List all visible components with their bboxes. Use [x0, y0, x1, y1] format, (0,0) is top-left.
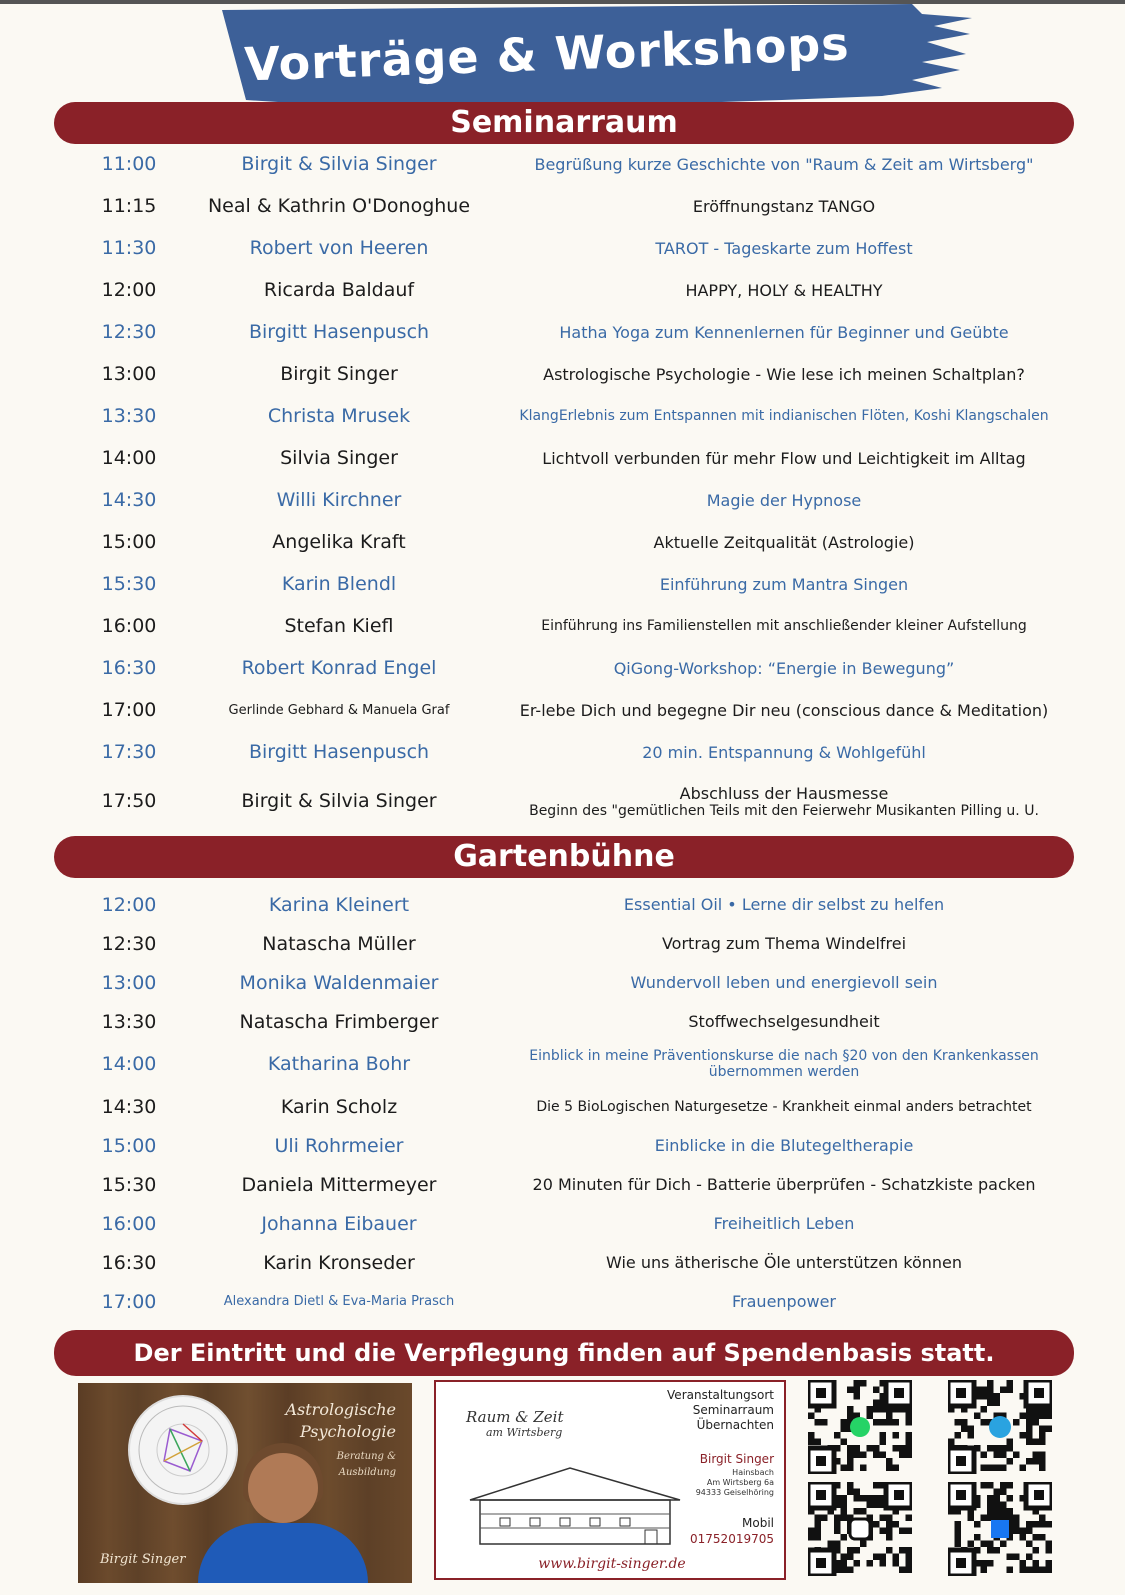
row-topic-text: Einführung zum Mantra Singen [659, 574, 909, 594]
row-speaker: Johanna Eibauer [261, 1212, 417, 1235]
schedule-row [54, 353, 1074, 395]
row-topic [494, 605, 1074, 647]
row-speaker: Birgit & Silvia Singer [241, 790, 437, 812]
row-topic [494, 963, 1074, 1002]
row-time: 15:30 [101, 573, 157, 595]
schedule-row [54, 1282, 1074, 1321]
row-topic [494, 689, 1074, 731]
horoscope-wheel-icon [128, 1395, 238, 1505]
row-topic-text: Vortrag zum Thema Windelfrei [661, 934, 907, 953]
contact-name: Birgit Singer [699, 1452, 774, 1466]
row-speaker: Uli Rohrmeier [274, 1134, 404, 1157]
row-topic-text: Eröffnungstanz TANGO [692, 196, 876, 216]
photo-signature: Birgit Singer [100, 1552, 186, 1567]
schedule-row [54, 1002, 1074, 1041]
facebook-qr-code[interactable] [948, 1482, 1052, 1576]
row-speaker: Katharina Bohr [267, 1053, 411, 1075]
row-topic-text: 20 Minuten für Dich - Batterie überprüfen - Schatzkiste packen [532, 1175, 1036, 1194]
schedule-row [54, 227, 1074, 269]
mobile-label: Mobil [742, 1516, 774, 1530]
row-topic-text: Die 5 BioLogischen Naturgesetze - Krankheit einmal anders betrachtet [536, 1098, 1032, 1115]
seminar-schedule [54, 143, 1074, 829]
row-speaker: Neal & Kathrin O'Donoghue [207, 195, 471, 217]
row-speaker: Ricarda Baldauf [263, 279, 415, 301]
row-time: 13:30 [101, 405, 157, 427]
telegram-qr-code[interactable] [948, 1380, 1052, 1474]
row-time: 17:30 [101, 741, 157, 763]
row-speaker: Alexandra Dietl & Eva-Maria Prasch [223, 1294, 455, 1309]
row-topic [494, 1204, 1074, 1243]
venue-labels: Veranstaltungsort Seminarraum Übernachten [667, 1388, 774, 1432]
row-speaker: Christa Mrusek [267, 405, 411, 427]
row-topic-text: Einblick in meine Präventionskurse die nach §20 von den Krankenkassen [529, 1048, 1039, 1064]
schedule-row [54, 563, 1074, 605]
seminarraum-heading: Seminarraum [54, 102, 1074, 144]
row-speaker: Gerlinde Gebhard & Manuela Graf [228, 702, 450, 718]
row-topic [494, 563, 1074, 605]
row-speaker: Birgit Singer [280, 363, 398, 385]
row-topic [494, 143, 1074, 185]
schedule-row [54, 605, 1074, 647]
row-time: 14:00 [101, 447, 157, 469]
row-topic-text: Astrologische Psychologie - Wie lese ich meinen Schaltplan? [543, 364, 1025, 384]
qr-icon [808, 1482, 912, 1576]
venue-logo-sub: am Wirtsberg [486, 1426, 563, 1439]
row-topic-text: TAROT - Tageskarte zum Hoffest [655, 238, 913, 258]
astrology-photo-card [78, 1383, 412, 1583]
schedule-row [54, 311, 1074, 353]
row-speaker: Birgitt Hasenpusch [248, 321, 430, 343]
donation-note: Der Eintritt und die Verpflegung finden auf Spendenbasis statt. [54, 1330, 1074, 1376]
row-topic-text: Hatha Yoga zum Kennenlernen für Beginner und Geübte [559, 322, 1009, 342]
row-time: 16:00 [101, 1212, 157, 1235]
schedule-row [54, 1041, 1074, 1087]
schedule-row [54, 479, 1074, 521]
row-time: 15:00 [101, 1134, 157, 1157]
row-topic-subtext: übernommen werden [708, 1064, 860, 1080]
row-time: 12:30 [101, 932, 157, 955]
row-topic-text: Stoffwechselgesundheit [688, 1012, 880, 1031]
row-topic [494, 437, 1074, 479]
venue-info-card [434, 1380, 786, 1580]
row-speaker: Birgitt Hasenpusch [248, 741, 430, 763]
schedule-row [54, 1165, 1074, 1204]
row-topic [494, 269, 1074, 311]
row-topic [494, 1087, 1074, 1126]
schedule-row [54, 1126, 1074, 1165]
row-topic [494, 773, 1074, 829]
row-time: 11:30 [101, 237, 157, 259]
row-topic-text: HAPPY, HOLY & HEALTHY [685, 280, 883, 300]
row-speaker: Karin Scholz [280, 1095, 398, 1118]
row-speaker: Natascha Frimberger [239, 1010, 439, 1033]
row-topic-text: Frauenpower [732, 1292, 836, 1311]
row-topic-text: Lichtvoll verbunden für mehr Flow und Leichtigkeit im Alltag [542, 448, 1026, 468]
row-time: 17:50 [101, 790, 157, 812]
row-topic-text: KlangErlebnis zum Entspannen mit indianischen Flöten, Koshi Klangschalen [519, 408, 1049, 424]
row-speaker: Angelika Kraft [272, 531, 406, 553]
schedule-row [54, 395, 1074, 437]
row-speaker: Silvia Singer [280, 447, 398, 469]
schedule-row [54, 647, 1074, 689]
row-topic-text: Magie der Hypnose [706, 490, 862, 510]
row-time: 16:00 [101, 615, 157, 637]
row-topic [494, 1282, 1074, 1321]
photo-subtitle: Beratung & Ausbildung [336, 1451, 396, 1478]
row-topic-text: QiGong-Workshop: “Energie in Bewegung” [613, 658, 955, 678]
row-topic-text: Begrüßung kurze Geschichte von "Raum & Zeit am Wirtsberg" [534, 154, 1034, 174]
row-topic [494, 311, 1074, 353]
row-topic [494, 924, 1074, 963]
row-topic-text: 20 min. Entspannung & Wohlgefühl [642, 742, 926, 762]
row-speaker: Birgit & Silvia Singer [241, 153, 437, 175]
whatsapp-qr-code[interactable] [808, 1380, 912, 1474]
farmhouse-drawing-icon [450, 1450, 690, 1550]
row-topic [494, 227, 1074, 269]
schedule-row [54, 185, 1074, 227]
qr-icon [808, 1380, 912, 1474]
row-speaker: Robert von Heeren [249, 237, 429, 259]
row-topic-subtext: Beginn des "gemütlichen Teils mit den Feierwehr Musikanten Pilling u. U. [529, 802, 1039, 819]
row-topic-text: Wie uns ätherische Öle unterstützen können [605, 1253, 963, 1272]
instagram-qr-code[interactable] [808, 1482, 912, 1576]
contact-address: Hainsbach Am Wirtsberg 6a 94333 Geiselhöring [695, 1468, 774, 1497]
schedule-row [54, 731, 1074, 773]
row-time: 14:30 [101, 489, 157, 511]
row-topic-text: Aktuelle Zeitqualität (Astrologie) [653, 532, 915, 552]
row-time: 12:30 [101, 321, 157, 343]
row-time: 17:00 [101, 699, 157, 721]
schedule-row [54, 521, 1074, 563]
row-topic [494, 353, 1074, 395]
schedule-row [54, 1204, 1074, 1243]
portrait-face [248, 1453, 318, 1523]
website-link[interactable]: www.birgit-singer.de [538, 1556, 686, 1572]
row-topic [494, 1002, 1074, 1041]
row-time: 17:00 [101, 1290, 157, 1313]
page-title: Vorträge & Workshops [243, 16, 851, 92]
qr-icon [948, 1482, 1052, 1576]
schedule-row [54, 143, 1074, 185]
gartenbuehne-heading: Gartenbühne [54, 836, 1074, 878]
row-topic-text: Einblicke in die Blutegeltherapie [654, 1136, 914, 1155]
row-topic [494, 647, 1074, 689]
row-speaker: Karina Kleinert [268, 893, 410, 916]
schedule-row [54, 437, 1074, 479]
row-time: 16:30 [101, 1251, 157, 1274]
schedule-row [54, 773, 1074, 829]
schedule-row [54, 1243, 1074, 1282]
row-topic-text: Essential Oil • Lerne dir selbst zu helfen [623, 895, 945, 914]
row-time: 15:30 [101, 1173, 157, 1196]
row-time: 14:30 [101, 1095, 157, 1118]
venue-logo: Raum & Zeit [466, 1408, 564, 1426]
row-time: 13:00 [101, 971, 157, 994]
row-speaker: Karin Kronseder [263, 1251, 415, 1274]
row-time: 13:30 [101, 1010, 157, 1033]
row-topic [494, 1243, 1074, 1282]
row-time: 11:15 [101, 195, 157, 217]
row-speaker: Robert Konrad Engel [241, 657, 437, 679]
schedule-row [54, 963, 1074, 1002]
garten-schedule [54, 885, 1074, 1320]
portrait-body [198, 1523, 368, 1583]
row-topic-text: Er-lebe Dich und begegne Dir neu (conscious dance & Meditation) [519, 700, 1049, 720]
row-speaker: Natascha Müller [262, 932, 416, 955]
row-topic [494, 885, 1074, 924]
schedule-row [54, 269, 1074, 311]
row-time: 12:00 [101, 279, 157, 301]
row-topic [494, 521, 1074, 563]
row-topic [494, 185, 1074, 227]
schedule-row [54, 885, 1074, 924]
row-topic [494, 1126, 1074, 1165]
photo-title: Astrologische Psychologie [285, 1400, 396, 1441]
schedule-row [54, 1087, 1074, 1126]
row-topic-text: Einführung ins Familienstellen mit anschließender kleiner Aufstellung [541, 618, 1027, 634]
row-speaker: Karin Blendl [281, 573, 397, 595]
mobile-number: 01752019705 [690, 1532, 774, 1546]
row-speaker: Monika Waldenmaier [239, 971, 439, 994]
qr-icon [948, 1380, 1052, 1474]
row-time: 13:00 [101, 363, 157, 385]
row-time: 16:30 [101, 657, 157, 679]
schedule-row [54, 689, 1074, 731]
row-time: 14:00 [101, 1053, 157, 1075]
row-speaker: Daniela Mittermeyer [241, 1173, 437, 1196]
row-speaker: Stefan Kiefl [284, 615, 394, 637]
row-topic [494, 479, 1074, 521]
row-topic-text: Freiheitlich Leben [713, 1214, 855, 1233]
row-time: 12:00 [101, 893, 157, 916]
row-topic-text: Abschluss der Hausmesse [679, 783, 889, 803]
row-topic [494, 395, 1074, 437]
row-speaker: Willi Kirchner [276, 489, 402, 511]
row-topic [494, 1041, 1074, 1087]
row-time: 11:00 [101, 153, 157, 175]
schedule-row [54, 924, 1074, 963]
row-topic-text: Wundervoll leben und energievoll sein [630, 973, 938, 992]
row-time: 15:00 [101, 531, 157, 553]
row-topic [494, 1165, 1074, 1204]
row-topic [494, 731, 1074, 773]
